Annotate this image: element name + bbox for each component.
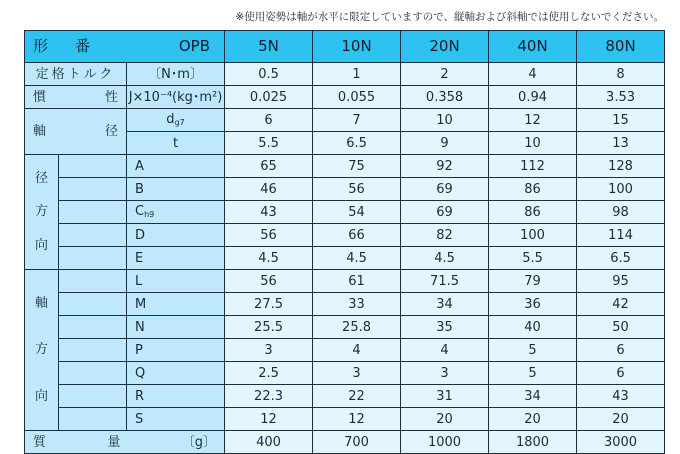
torque-unit: 〔N･m〕 xyxy=(127,63,225,86)
mass-10n: 700 xyxy=(313,431,401,454)
d-5n: 56 xyxy=(225,224,313,247)
torque-label: 定格トルク xyxy=(25,63,127,86)
c-80n: 98 xyxy=(577,201,665,224)
header-row xyxy=(25,31,665,63)
model-20n: 20N xyxy=(401,31,489,63)
torque-row xyxy=(25,63,665,86)
q-10n: 3 xyxy=(313,362,401,385)
mass-80n: 3000 xyxy=(577,431,665,454)
q-80n: 6 xyxy=(577,362,665,385)
radial-group-label: 径 方 向 xyxy=(25,155,59,270)
shaft-t-20n: 9 xyxy=(401,132,489,155)
n-40n: 40 xyxy=(489,316,577,339)
shaft-d-row xyxy=(25,109,665,132)
usage-note: ※使用姿勢は軸が水平に限定していますので、縦軸および斜軸では使用しないでください。 xyxy=(235,11,664,23)
shaft-d-80n: 15 xyxy=(577,109,665,132)
torque-80n: 8 xyxy=(577,63,665,86)
series-label: OPB xyxy=(178,37,211,55)
torque-10n: 1 xyxy=(313,63,401,86)
inertia-label: 慣 性 xyxy=(25,86,127,109)
m-5n: 27.5 xyxy=(225,293,313,316)
model-80n: 80N xyxy=(577,31,665,63)
a-20n: 92 xyxy=(401,155,489,178)
a-80n: 128 xyxy=(577,155,665,178)
n-5n: 25.5 xyxy=(225,316,313,339)
shaft-d-20n: 10 xyxy=(401,109,489,132)
radial-d-sym: D xyxy=(127,224,225,247)
torque-20n: 2 xyxy=(401,63,489,86)
axial-p-sym: P xyxy=(127,339,225,362)
radial-b-row xyxy=(25,178,665,201)
axial-r-sym: R xyxy=(127,385,225,408)
b-80n: 100 xyxy=(577,178,665,201)
r-20n: 31 xyxy=(401,385,489,408)
radial-d-row xyxy=(25,224,665,247)
axial-q-row xyxy=(25,362,665,385)
s-20n: 20 xyxy=(401,408,489,431)
inertia-10n: 0.055 xyxy=(313,86,401,109)
n-10n: 25.8 xyxy=(313,316,401,339)
torque-40n: 4 xyxy=(489,63,577,86)
d-40n: 100 xyxy=(489,224,577,247)
b-5n: 46 xyxy=(225,178,313,201)
s-80n: 20 xyxy=(577,408,665,431)
inertia-5n: 0.025 xyxy=(225,86,313,109)
e-40n: 5.5 xyxy=(489,247,577,270)
spec-table xyxy=(24,30,665,454)
r-80n: 43 xyxy=(577,385,665,408)
model-label: 形 番 xyxy=(33,37,97,55)
shaft-d-sym: $d_{g7}$ xyxy=(127,109,225,132)
torque-5n: 0.5 xyxy=(225,63,313,86)
shaft-d-10n: 7 xyxy=(313,109,401,132)
m-80n: 42 xyxy=(577,293,665,316)
mass-40n: 1800 xyxy=(489,431,577,454)
axial-l-row xyxy=(25,270,665,293)
m-40n: 36 xyxy=(489,293,577,316)
q-20n: 3 xyxy=(401,362,489,385)
s-10n: 12 xyxy=(313,408,401,431)
radial-e-sym: E xyxy=(127,247,225,270)
inertia-20n: 0.358 xyxy=(401,86,489,109)
a-40n: 112 xyxy=(489,155,577,178)
b-40n: 86 xyxy=(489,178,577,201)
r-10n: 22 xyxy=(313,385,401,408)
c-20n: 69 xyxy=(401,201,489,224)
m-20n: 34 xyxy=(401,293,489,316)
s-40n: 20 xyxy=(489,408,577,431)
e-10n: 4.5 xyxy=(313,247,401,270)
e-80n: 6.5 xyxy=(577,247,665,270)
radial-a-sym: A xyxy=(127,155,225,178)
d-10n: 66 xyxy=(313,224,401,247)
b-10n: 56 xyxy=(313,178,401,201)
p-80n: 6 xyxy=(577,339,665,362)
l-20n: 71.5 xyxy=(401,270,489,293)
e-20n: 4.5 xyxy=(401,247,489,270)
d-80n: 114 xyxy=(577,224,665,247)
c-40n: 86 xyxy=(489,201,577,224)
axial-group-label: 軸 方 向 xyxy=(25,270,59,431)
p-5n: 3 xyxy=(225,339,313,362)
p-40n: 5 xyxy=(489,339,577,362)
axial-m-row xyxy=(25,293,665,316)
p-10n: 4 xyxy=(313,339,401,362)
r-40n: 34 xyxy=(489,385,577,408)
m-10n: 33 xyxy=(313,293,401,316)
l-80n: 95 xyxy=(577,270,665,293)
a-10n: 75 xyxy=(313,155,401,178)
axial-s-sym: S xyxy=(127,408,225,431)
inertia-row xyxy=(25,86,665,109)
s-5n: 12 xyxy=(225,408,313,431)
shaft-t-sym: t xyxy=(127,132,225,155)
shaft-d-5n: 6 xyxy=(225,109,313,132)
model-40n: 40N xyxy=(489,31,577,63)
model-5n: 5N xyxy=(225,31,313,63)
mass-5n: 400 xyxy=(225,431,313,454)
model-label-cell xyxy=(25,31,225,63)
axial-m-sym: M xyxy=(127,293,225,316)
q-40n: 5 xyxy=(489,362,577,385)
inertia-40n: 0.94 xyxy=(489,86,577,109)
radial-c-row xyxy=(25,201,665,224)
axial-n-row xyxy=(25,316,665,339)
shaft-d-40n: 12 xyxy=(489,109,577,132)
axial-r-row xyxy=(25,385,665,408)
c-10n: 54 xyxy=(313,201,401,224)
axial-p-row xyxy=(25,339,665,362)
p-20n: 4 xyxy=(401,339,489,362)
axial-q-sym: Q xyxy=(127,362,225,385)
shaft-t-5n: 5.5 xyxy=(225,132,313,155)
a-5n: 65 xyxy=(225,155,313,178)
radial-c-sym: $C_{h9}$ xyxy=(127,201,225,224)
n-20n: 35 xyxy=(401,316,489,339)
inertia-unit: J×10⁻⁴(kg･m²) xyxy=(127,86,225,109)
radial-e-row xyxy=(25,247,665,270)
radial-a-row xyxy=(25,155,665,178)
n-80n: 50 xyxy=(577,316,665,339)
axial-l-sym: L xyxy=(127,270,225,293)
c-5n: 43 xyxy=(225,201,313,224)
shaft-t-40n: 10 xyxy=(489,132,577,155)
b-20n: 69 xyxy=(401,178,489,201)
radial-b-sym: B xyxy=(127,178,225,201)
shaft-label: 軸 径 xyxy=(25,109,127,155)
l-40n: 79 xyxy=(489,270,577,293)
e-5n: 4.5 xyxy=(225,247,313,270)
mass-20n: 1000 xyxy=(401,431,489,454)
l-10n: 61 xyxy=(313,270,401,293)
inertia-80n: 3.53 xyxy=(577,86,665,109)
shaft-t-80n: 13 xyxy=(577,132,665,155)
d-20n: 82 xyxy=(401,224,489,247)
model-10n: 10N xyxy=(313,31,401,63)
r-5n: 22.3 xyxy=(225,385,313,408)
mass-label: 質 量 〔g〕 xyxy=(25,431,225,454)
q-5n: 2.5 xyxy=(225,362,313,385)
axial-n-sym: N xyxy=(127,316,225,339)
mass-row xyxy=(25,431,665,454)
shaft-t-10n: 6.5 xyxy=(313,132,401,155)
l-5n: 56 xyxy=(225,270,313,293)
